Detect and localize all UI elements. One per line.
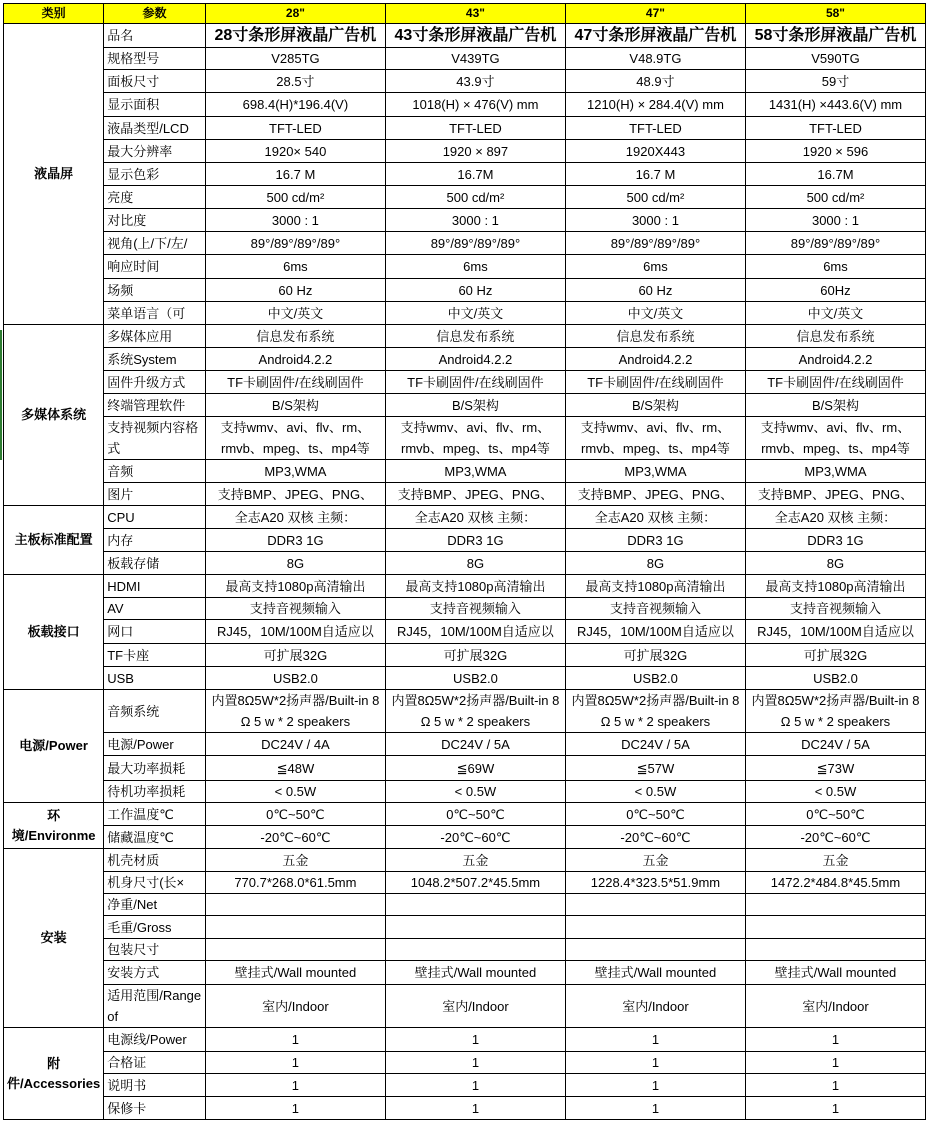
value-cell[interactable]: 1920 × 596	[745, 140, 925, 163]
param-label[interactable]: 安装方式	[104, 961, 206, 985]
value-cell[interactable]: 室内/Indoor	[205, 985, 385, 1028]
value-cell[interactable]: DC24V / 5A	[565, 733, 745, 756]
value-cell[interactable]: ≦48W	[205, 756, 385, 781]
table-row	[4, 939, 926, 961]
value-cell[interactable]: TF卡刷固件/在线刷固件	[205, 371, 385, 394]
value-cell[interactable]: TFT-LED	[745, 117, 925, 140]
param-label[interactable]: 机身尺寸(长×	[104, 872, 206, 894]
param-label[interactable]: 终端管理软件	[104, 394, 206, 417]
value-cell[interactable]: 8G	[745, 552, 925, 575]
value-cell[interactable]: 3000 : 1	[385, 209, 565, 232]
category-interfaces[interactable]: 板载接口	[4, 575, 104, 690]
param-label[interactable]: 网口	[104, 620, 206, 644]
value-cell[interactable]: 3000 : 1	[205, 209, 385, 232]
value-cell[interactable]: 0℃~50℃	[745, 803, 925, 826]
value-cell[interactable]: 五金	[565, 849, 745, 872]
table-row	[4, 371, 926, 394]
value-cell[interactable]: 16.7 M	[565, 163, 745, 186]
table-row	[4, 1028, 926, 1052]
value-cell[interactable]: < 0.5W	[385, 781, 565, 803]
value-cell[interactable]: 室内/Indoor	[385, 985, 565, 1028]
value-cell[interactable]: 16.7M	[385, 163, 565, 186]
value-cell[interactable]: TF卡刷固件/在线刷固件	[385, 371, 565, 394]
value-cell[interactable]: 可扩展32G	[565, 644, 745, 667]
value-cell[interactable]: 可扩展32G	[205, 644, 385, 667]
table-row	[4, 872, 926, 894]
param-label[interactable]: HDMI	[104, 575, 206, 598]
table-row	[4, 279, 926, 302]
value-cell[interactable]	[745, 939, 925, 961]
value-cell[interactable]: 支持wmv、avi、flv、rm、rmvb、mpeg、ts、mp4等	[565, 417, 745, 460]
value-cell[interactable]: MP3,WMA	[205, 460, 385, 483]
value-cell[interactable]: 室内/Indoor	[745, 985, 925, 1028]
value-cell[interactable]: 五金	[205, 849, 385, 872]
param-label[interactable]: 合格证	[104, 1052, 206, 1074]
table-row	[4, 70, 926, 93]
value-cell[interactable]: 内置8Ω5W*2扬声器/Built-in 8 Ω 5 w * 2 speakers	[385, 690, 565, 733]
param-label[interactable]: 音频系统	[104, 690, 206, 733]
value-cell[interactable]: -20℃~60℃	[565, 826, 745, 849]
value-cell[interactable]: 支持BMP、JPEG、PNG、	[565, 483, 745, 506]
value-cell[interactable]: 壁挂式/Wall mounted	[565, 961, 745, 985]
value-cell[interactable]: 16.7M	[745, 163, 925, 186]
table-row	[4, 1052, 926, 1074]
value-cell[interactable]: 8G	[385, 552, 565, 575]
value-cell[interactable]: RJ45，10M/100M自适应以	[745, 620, 925, 644]
value-cell[interactable]: 1228.4*323.5*51.9mm	[565, 872, 745, 894]
param-label[interactable]: 系统System	[104, 348, 206, 371]
value-cell[interactable]: 1018(H) × 476(V) mm	[385, 93, 565, 117]
table-row	[4, 140, 926, 163]
param-label[interactable]: 固件升级方式	[104, 371, 206, 394]
param-label[interactable]: 待机功率损耗	[104, 781, 206, 803]
value-cell[interactable]: -20℃~60℃	[745, 826, 925, 849]
param-label[interactable]: 对比度	[104, 209, 206, 232]
value-cell[interactable]: < 0.5W	[745, 781, 925, 803]
value-cell[interactable]: 1	[745, 1097, 925, 1120]
value-cell[interactable]	[565, 939, 745, 961]
value-cell[interactable]: Android4.2.2	[385, 348, 565, 371]
table-row	[4, 417, 926, 460]
value-cell[interactable]: 支持wmv、avi、flv、rm、rmvb、mpeg、ts、mp4等	[205, 417, 385, 460]
param-label[interactable]: 音频	[104, 460, 206, 483]
param-label[interactable]: 场频	[104, 279, 206, 302]
value-cell[interactable]: 全志A20 双核 主频：	[745, 506, 925, 529]
value-cell[interactable]: 698.4(H)*196.4(V)	[205, 93, 385, 117]
value-cell[interactable]: 内置8Ω5W*2扬声器/Built-in 8 Ω 5 w * 2 speakers	[205, 690, 385, 733]
header-param[interactable]: 参数	[104, 4, 206, 24]
value-cell[interactable]: 最高支持1080p高清输出	[385, 575, 565, 598]
param-label[interactable]: 保修卡	[104, 1097, 206, 1120]
value-cell[interactable]: 58寸条形屏液晶广告机	[745, 24, 925, 48]
table-row	[4, 575, 926, 598]
value-cell[interactable]: 信息发布系统	[565, 325, 745, 348]
value-cell[interactable]: 1431(H) ×443.6(V) mm	[745, 93, 925, 117]
category-installation[interactable]: 安装	[4, 849, 104, 1028]
value-cell[interactable]: 中文/英文	[565, 302, 745, 325]
table-row	[4, 24, 926, 48]
table-row	[4, 302, 926, 325]
value-cell[interactable]: RJ45，10M/100M自适应以	[565, 620, 745, 644]
value-cell[interactable]: 支持wmv、avi、flv、rm、rmvb、mpeg、ts、mp4等	[745, 417, 925, 460]
param-label[interactable]: 品名	[104, 24, 206, 48]
table-row	[4, 506, 926, 529]
value-cell[interactable]: V48.9TG	[565, 48, 745, 70]
value-cell[interactable]: 内置8Ω5W*2扬声器/Built-in 8 Ω 5 w * 2 speakers	[745, 690, 925, 733]
value-cell[interactable]: MP3,WMA	[745, 460, 925, 483]
value-cell[interactable]: Android4.2.2	[205, 348, 385, 371]
value-cell[interactable]: 最高支持1080p高清输出	[565, 575, 745, 598]
value-cell[interactable]: 支持音视频输入	[565, 598, 745, 620]
value-cell[interactable]: 支持BMP、JPEG、PNG、	[205, 483, 385, 506]
value-cell[interactable]: V439TG	[385, 48, 565, 70]
header-size-47[interactable]: 47"	[565, 4, 745, 24]
value-cell[interactable]: 500 cd/m²	[205, 186, 385, 209]
value-cell[interactable]: 全志A20 双核 主频：	[565, 506, 745, 529]
value-cell[interactable]: 1	[385, 1074, 565, 1097]
value-cell[interactable]: 1	[205, 1052, 385, 1074]
value-cell[interactable]: MP3,WMA	[565, 460, 745, 483]
value-cell[interactable]: 支持音视频输入	[205, 598, 385, 620]
value-cell[interactable]: 支持BMP、JPEG、PNG、	[745, 483, 925, 506]
param-label[interactable]: 电源/Power	[104, 733, 206, 756]
param-label[interactable]: 毛重/Gross	[104, 916, 206, 939]
value-cell[interactable]	[385, 939, 565, 961]
category-multimedia[interactable]: 多媒体系统	[4, 325, 104, 506]
param-label[interactable]: 显示色彩	[104, 163, 206, 186]
value-cell[interactable]: MP3,WMA	[385, 460, 565, 483]
param-label[interactable]: 工作温度℃	[104, 803, 206, 826]
value-cell[interactable]: DC24V / 5A	[745, 733, 925, 756]
value-cell[interactable]: 室内/Indoor	[565, 985, 745, 1028]
value-cell[interactable]: 1	[385, 1097, 565, 1120]
value-cell[interactable]: 1	[565, 1028, 745, 1052]
value-cell[interactable]: 支持BMP、JPEG、PNG、	[385, 483, 565, 506]
value-cell[interactable]: 可扩展32G	[745, 644, 925, 667]
param-label[interactable]: 包装尺寸	[104, 939, 206, 961]
table-row	[4, 394, 926, 417]
value-cell[interactable]	[565, 916, 745, 939]
table-row	[4, 255, 926, 279]
value-cell[interactable]: ≦69W	[385, 756, 565, 781]
value-cell[interactable]: TFT-LED	[385, 117, 565, 140]
value-cell[interactable]: 支持wmv、avi、flv、rm、rmvb、mpeg、ts、mp4等	[385, 417, 565, 460]
category-power[interactable]: 电源/Power	[4, 690, 104, 803]
category-environment[interactable]: 环境/Environme	[4, 803, 104, 849]
value-cell[interactable]	[385, 894, 565, 916]
table-row	[4, 667, 926, 690]
value-cell[interactable]: 五金	[385, 849, 565, 872]
param-label[interactable]: 菜单语言（可	[104, 302, 206, 325]
value-cell[interactable]: 壁挂式/Wall mounted	[745, 961, 925, 985]
param-label[interactable]: 面板尺寸	[104, 70, 206, 93]
value-cell[interactable]: 1	[205, 1074, 385, 1097]
value-cell[interactable]: 信息发布系统	[745, 325, 925, 348]
table-row	[4, 803, 926, 826]
table-row	[4, 529, 926, 552]
value-cell[interactable]: 89°/89°/89°/89°	[565, 232, 745, 255]
value-cell[interactable]: 信息发布系统	[385, 325, 565, 348]
value-cell[interactable]: 0℃~50℃	[565, 803, 745, 826]
value-cell[interactable]: 最高支持1080p高清输出	[205, 575, 385, 598]
header-size-58[interactable]: 58"	[745, 4, 925, 24]
value-cell[interactable]: ≦73W	[745, 756, 925, 781]
value-cell[interactable]: 59寸	[745, 70, 925, 93]
value-cell[interactable]: RJ45，10M/100M自适应以	[385, 620, 565, 644]
value-cell[interactable]: V285TG	[205, 48, 385, 70]
table-row	[4, 552, 926, 575]
value-cell[interactable]: USB2.0	[745, 667, 925, 690]
value-cell[interactable]: 1210(H) × 284.4(V) mm	[565, 93, 745, 117]
param-label[interactable]: 最大功率损耗	[104, 756, 206, 781]
value-cell[interactable]: 8G	[205, 552, 385, 575]
value-cell[interactable]: 43.9寸	[385, 70, 565, 93]
value-cell[interactable]	[205, 894, 385, 916]
table-row	[4, 209, 926, 232]
value-cell[interactable]: 60 Hz	[385, 279, 565, 302]
value-cell[interactable]: 最高支持1080p高清输出	[745, 575, 925, 598]
table-row	[4, 483, 926, 506]
param-label[interactable]: 适用范围/Range of	[104, 985, 206, 1028]
value-cell[interactable]: DDR3 1G	[745, 529, 925, 552]
header-row	[4, 4, 926, 24]
table-row	[4, 325, 926, 348]
param-label[interactable]: 机壳材质	[104, 849, 206, 872]
value-cell[interactable]: 43寸条形屏液晶广告机	[385, 24, 565, 48]
value-cell[interactable]: 中文/英文	[745, 302, 925, 325]
value-cell[interactable]: 壁挂式/Wall mounted	[205, 961, 385, 985]
value-cell[interactable]: 全志A20 双核 主频：	[205, 506, 385, 529]
table-row	[4, 232, 926, 255]
category-accessories[interactable]: 附件/Accessories	[4, 1028, 104, 1120]
value-cell[interactable]: TF卡刷固件/在线刷固件	[565, 371, 745, 394]
value-cell[interactable]: 0℃~50℃	[385, 803, 565, 826]
value-cell[interactable]: 1	[745, 1074, 925, 1097]
table-row	[4, 1074, 926, 1097]
value-cell[interactable]: 28.5寸	[205, 70, 385, 93]
value-cell[interactable]: 信息发布系统	[205, 325, 385, 348]
value-cell[interactable]: 支持音视频输入	[385, 598, 565, 620]
value-cell[interactable]: DDR3 1G	[385, 529, 565, 552]
param-label[interactable]: 净重/Net	[104, 894, 206, 916]
value-cell[interactable]: 1	[745, 1028, 925, 1052]
value-cell[interactable]: TFT-LED	[565, 117, 745, 140]
value-cell[interactable]: 支持音视频输入	[745, 598, 925, 620]
value-cell[interactable]	[565, 894, 745, 916]
value-cell[interactable]	[745, 916, 925, 939]
table-row	[4, 163, 926, 186]
value-cell[interactable]: 47寸条形屏液晶广告机	[565, 24, 745, 48]
value-cell[interactable]: USB2.0	[205, 667, 385, 690]
value-cell[interactable]: < 0.5W	[565, 781, 745, 803]
value-cell[interactable]: 6ms	[745, 255, 925, 279]
value-cell[interactable]: 16.7 M	[205, 163, 385, 186]
value-cell[interactable]: 89°/89°/89°/89°	[205, 232, 385, 255]
table-row	[4, 781, 926, 803]
table-row	[4, 961, 926, 985]
value-cell[interactable]: 6ms	[385, 255, 565, 279]
value-cell[interactable]: < 0.5W	[205, 781, 385, 803]
value-cell[interactable]: 60 Hz	[205, 279, 385, 302]
value-cell[interactable]: 1	[565, 1097, 745, 1120]
header-size-43[interactable]: 43"	[385, 4, 565, 24]
param-label[interactable]: AV	[104, 598, 206, 620]
table-row	[4, 598, 926, 620]
param-label[interactable]: 规格型号	[104, 48, 206, 70]
table-row	[4, 690, 926, 733]
param-label[interactable]: 响应时间	[104, 255, 206, 279]
value-cell[interactable]: 3000 : 1	[565, 209, 745, 232]
value-cell[interactable]: Android4.2.2	[745, 348, 925, 371]
value-cell[interactable]: 五金	[745, 849, 925, 872]
value-cell[interactable]: 500 cd/m²	[565, 186, 745, 209]
value-cell[interactable]: USB2.0	[385, 667, 565, 690]
value-cell[interactable]: 28寸条形屏液晶广告机	[205, 24, 385, 48]
table-row	[4, 894, 926, 916]
table-row	[4, 117, 926, 140]
param-label[interactable]: 板载存储	[104, 552, 206, 575]
param-label[interactable]: 储藏温度℃	[104, 826, 206, 849]
value-cell[interactable]	[205, 939, 385, 961]
value-cell[interactable]: -20℃~60℃	[205, 826, 385, 849]
value-cell[interactable]: V590TG	[745, 48, 925, 70]
table-row	[4, 186, 926, 209]
value-cell[interactable]: TFT-LED	[205, 117, 385, 140]
table-row	[4, 460, 926, 483]
table-row	[4, 826, 926, 849]
table-row	[4, 985, 926, 1028]
value-cell[interactable]: 500 cd/m²	[745, 186, 925, 209]
value-cell[interactable]: DC24V / 5A	[385, 733, 565, 756]
param-label[interactable]: 亮度	[104, 186, 206, 209]
value-cell[interactable]: 壁挂式/Wall mounted	[385, 961, 565, 985]
param-label[interactable]: 视角(上/下/左/	[104, 232, 206, 255]
value-cell[interactable]: 全志A20 双核 主频：	[385, 506, 565, 529]
param-label[interactable]: 电源线/Power	[104, 1028, 206, 1052]
table-row	[4, 348, 926, 371]
param-label[interactable]: 支持视频内容格式	[104, 417, 206, 460]
header-category[interactable]: 类别	[4, 4, 104, 24]
value-cell[interactable]: 1920X443	[565, 140, 745, 163]
value-cell[interactable]: -20℃~60℃	[385, 826, 565, 849]
value-cell[interactable]: 48.9寸	[565, 70, 745, 93]
value-cell[interactable]: 8G	[565, 552, 745, 575]
category-lcd[interactable]: 液晶屏	[4, 24, 104, 325]
value-cell[interactable]: 6ms	[205, 255, 385, 279]
value-cell[interactable]: B/S架构	[745, 394, 925, 417]
param-label[interactable]: 多媒体应用	[104, 325, 206, 348]
param-label[interactable]: 内存	[104, 529, 206, 552]
value-cell[interactable]: B/S架构	[205, 394, 385, 417]
value-cell[interactable]: ≦57W	[565, 756, 745, 781]
param-label[interactable]: 说明书	[104, 1074, 206, 1097]
value-cell[interactable]: DDR3 1G	[565, 529, 745, 552]
param-label[interactable]: 显示面积	[104, 93, 206, 117]
value-cell[interactable]: 1920× 540	[205, 140, 385, 163]
table-row	[4, 916, 926, 939]
param-label[interactable]: USB	[104, 667, 206, 690]
value-cell[interactable]: 60Hz	[745, 279, 925, 302]
value-cell[interactable]: 0℃~50℃	[205, 803, 385, 826]
value-cell[interactable]: RJ45，10M/100M自适应以	[205, 620, 385, 644]
header-size-28[interactable]: 28"	[205, 4, 385, 24]
value-cell[interactable]: 1	[565, 1052, 745, 1074]
value-cell[interactable]: 内置8Ω5W*2扬声器/Built-in 8 Ω 5 w * 2 speakers	[565, 690, 745, 733]
table-row	[4, 48, 926, 70]
value-cell[interactable]: 中文/英文	[385, 302, 565, 325]
table-row	[4, 1097, 926, 1120]
value-cell[interactable]	[745, 894, 925, 916]
value-cell[interactable]: 500 cd/m²	[385, 186, 565, 209]
param-label[interactable]: 最大分辨率	[104, 140, 206, 163]
value-cell[interactable]: DDR3 1G	[205, 529, 385, 552]
value-cell[interactable]: 60 Hz	[565, 279, 745, 302]
value-cell[interactable]: 6ms	[565, 255, 745, 279]
value-cell[interactable]: 1	[205, 1097, 385, 1120]
value-cell[interactable]	[205, 916, 385, 939]
table-row	[4, 756, 926, 781]
value-cell[interactable]: DC24V / 4A	[205, 733, 385, 756]
value-cell[interactable]: 1	[565, 1074, 745, 1097]
value-cell[interactable]: 1	[205, 1028, 385, 1052]
table-row	[4, 620, 926, 644]
value-cell[interactable]: 1	[385, 1028, 565, 1052]
value-cell[interactable]: 1472.2*484.8*45.5mm	[745, 872, 925, 894]
value-cell[interactable]: B/S架构	[565, 394, 745, 417]
table-row	[4, 644, 926, 667]
value-cell[interactable]: 1048.2*507.2*45.5mm	[385, 872, 565, 894]
value-cell[interactable]: 1	[385, 1052, 565, 1074]
param-label[interactable]: 图片	[104, 483, 206, 506]
value-cell[interactable]: 770.7*268.0*61.5mm	[205, 872, 385, 894]
value-cell[interactable]: 1920 × 897	[385, 140, 565, 163]
value-cell[interactable]: 中文/英文	[205, 302, 385, 325]
value-cell[interactable]: 3000 : 1	[745, 209, 925, 232]
value-cell[interactable]: TF卡刷固件/在线刷固件	[745, 371, 925, 394]
param-label[interactable]: TF卡座	[104, 644, 206, 667]
value-cell[interactable]: 1	[745, 1052, 925, 1074]
value-cell[interactable]: B/S架构	[385, 394, 565, 417]
table-row	[4, 93, 926, 117]
row-selection-marker	[0, 330, 2, 460]
value-cell[interactable]: 89°/89°/89°/89°	[385, 232, 565, 255]
table-row	[4, 733, 926, 756]
value-cell[interactable]: Android4.2.2	[565, 348, 745, 371]
value-cell[interactable]: USB2.0	[565, 667, 745, 690]
param-label[interactable]: 液晶类型/LCD	[104, 117, 206, 140]
spec-table	[3, 3, 926, 1120]
value-cell[interactable]: 可扩展32G	[385, 644, 565, 667]
value-cell[interactable]: 89°/89°/89°/89°	[745, 232, 925, 255]
category-mainboard[interactable]: 主板标准配置	[4, 506, 104, 575]
table-row	[4, 849, 926, 872]
param-label[interactable]: CPU	[104, 506, 206, 529]
value-cell[interactable]	[385, 916, 565, 939]
